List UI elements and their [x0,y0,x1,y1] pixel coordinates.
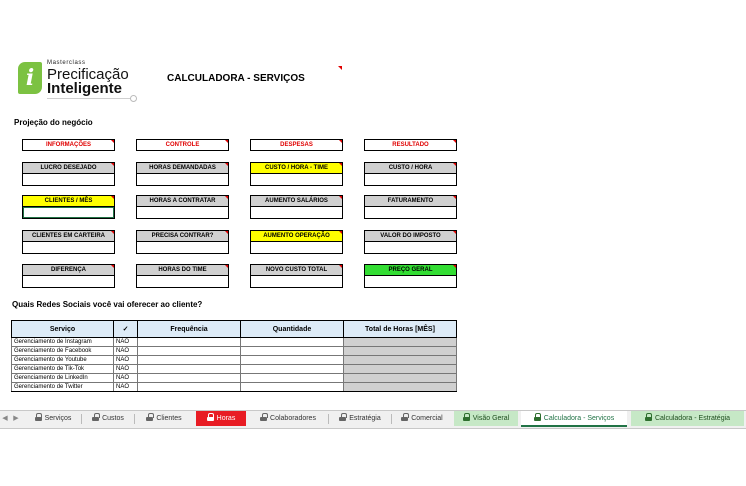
cell-horas-do-time[interactable] [136,264,229,288]
header-controle[interactable]: CONTROLE [136,139,229,151]
lock-icon [207,415,214,421]
cell-valor-do-imposto[interactable] [364,230,457,254]
lock-icon [146,415,153,421]
cell-value[interactable] [251,276,342,287]
service-name[interactable]: Gerenciamento de Instagram [12,338,114,347]
cell-faturamento[interactable] [364,195,457,219]
table-row [12,365,457,374]
service-name[interactable]: Gerenciamento de Facebook [12,347,114,356]
cell-diferenca[interactable] [22,264,115,288]
total-hours-cell[interactable] [344,374,457,383]
cell-aumento-operacao[interactable] [250,230,343,254]
cell-value[interactable] [251,174,342,185]
cell-value[interactable] [365,207,456,218]
cell-value[interactable] [137,242,228,253]
logo-masterclass-text: Masterclass [47,60,86,66]
frequency-cell[interactable] [138,356,241,365]
service-name[interactable]: Gerenciamento de LinkedIn [12,374,114,383]
logo-line2-text: Inteligente [47,80,123,97]
cell-value[interactable] [365,242,456,253]
service-check[interactable]: NÃO [114,365,138,374]
cell-label: LUCRO DESEJADO [23,163,114,174]
section-title-projection: Projeção do negócio [14,118,93,127]
cell-lucro-desejado[interactable] [22,162,115,186]
lock-icon [92,415,99,421]
cell-value[interactable] [23,174,114,185]
logo-mark: i [18,62,42,94]
quantity-cell[interactable] [241,365,344,374]
header-informacoes[interactable]: INFORMAÇÕES [22,139,115,151]
table-row [12,374,457,383]
cell-preco-geral[interactable] [364,264,457,288]
tab-colaboradores[interactable] [249,411,327,426]
tab-visao-geral[interactable] [454,411,518,426]
tab-label: Horas [216,415,236,422]
cell-label: DIFERENÇA [23,265,114,276]
cell-value[interactable] [23,207,114,218]
cell-value[interactable] [251,242,342,253]
service-check[interactable]: NÃO [114,338,138,347]
cell-label: PREÇO GERAL [365,265,456,276]
service-name[interactable]: Gerenciamento de Twitter [12,383,114,392]
tab-scroll-left-icon[interactable]: ◀ [2,415,8,422]
lock-icon [401,415,408,421]
col-header-check[interactable]: ✓ [114,321,138,338]
table-row [12,347,457,356]
service-check[interactable]: NÃO [114,383,138,392]
lock-icon [463,415,470,421]
col-header-total-horas[interactable]: Total de Horas [MÊS] [344,321,457,338]
lock-icon [645,415,652,421]
cell-value[interactable] [251,207,342,218]
tab-label: Calculadora - Estratégia [654,415,731,422]
cell-clientes-mes[interactable] [22,195,115,219]
section-title-social-networks: Quais Redes Sociais você vai oferecer ao cliente? [12,300,203,309]
cell-label: HORAS DEMANDADAS [137,163,228,174]
tab-label: Visão Geral [472,415,510,422]
logo-dot [130,95,137,102]
lock-icon [534,415,541,421]
quantity-cell[interactable] [241,383,344,392]
cell-aumento-salarios[interactable] [250,195,343,219]
col-header-frequencia[interactable]: Frequência [138,321,241,338]
cell-label: PRECISA CONTRAR? [137,231,228,242]
cell-label: AUMENTO SALÁRIOS [251,196,342,207]
cell-novo-custo-total[interactable] [250,264,343,288]
tab-clientes[interactable] [136,411,192,426]
tab-calculadora-servicos[interactable] [521,411,627,427]
cell-value[interactable] [23,276,114,287]
cell-value[interactable] [137,207,228,218]
table-row [12,356,457,365]
tab-label: Custos [102,415,124,422]
frequency-cell[interactable] [138,383,241,392]
frequency-cell[interactable] [138,374,241,383]
cell-value[interactable] [365,276,456,287]
lock-icon [35,415,42,421]
tab-comercial[interactable] [393,411,451,426]
table-row [12,338,457,347]
table-row [12,383,457,392]
quantity-cell[interactable] [241,356,344,365]
tab-label: Calculadora - Serviços [543,415,615,422]
col-header-servico[interactable]: Serviço [12,321,114,338]
cell-label: CUSTO / HORA [365,163,456,174]
frequency-cell[interactable] [138,365,241,374]
service-check[interactable]: NÃO [114,374,138,383]
cell-clientes-em-carteira[interactable] [22,230,115,254]
tab-calculadora-estrategia[interactable] [631,411,744,426]
service-name[interactable]: Gerenciamento de Youtube [12,356,114,365]
header-resultado[interactable]: RESULTADO [364,139,457,151]
total-hours-cell[interactable] [344,383,457,392]
lock-icon [339,415,346,421]
tab-label: Estratégia [349,415,381,422]
service-name[interactable]: Gerenciamento de Tik-Tok [12,365,114,374]
service-check[interactable]: NÃO [114,356,138,365]
total-hours-cell[interactable] [344,365,457,374]
service-check[interactable]: NÃO [114,347,138,356]
cell-label: HORAS DO TIME [137,265,228,276]
cell-value[interactable] [137,174,228,185]
header-despesas[interactable]: DESPESAS [250,139,343,151]
cell-label: HORAS A CONTRATAR [137,196,228,207]
cell-custo-hora[interactable] [364,162,457,186]
tab-horas[interactable] [196,411,246,426]
tab-servicos[interactable] [26,411,80,426]
frequency-cell[interactable] [138,347,241,356]
tab-estrategia[interactable] [330,411,390,426]
tab-scroll-right-icon[interactable]: ▶ [13,415,19,422]
quantity-cell[interactable] [241,374,344,383]
cell-horas-a-contratar[interactable] [136,195,229,219]
cell-label: AUMENTO OPERAÇÃO [251,231,342,242]
quantity-cell[interactable] [241,347,344,356]
cell-value[interactable] [23,242,114,253]
total-hours-cell[interactable] [344,356,457,365]
cell-value[interactable] [137,276,228,287]
cell-value[interactable] [365,174,456,185]
cell-label: CLIENTES / MÊS [23,196,114,207]
lock-icon [260,415,267,421]
tab-custos[interactable] [83,411,133,426]
tab-label: Colaboradores [270,415,316,422]
tab-label: Comercial [411,415,443,422]
total-hours-cell[interactable] [344,347,457,356]
cell-custo-hora-time[interactable] [250,162,343,186]
frequency-cell[interactable] [138,338,241,347]
tab-label: Serviços [44,415,72,422]
cell-label: CUSTO / HORA - TIME [251,163,342,174]
table-header-row [12,321,457,338]
cell-precisa-contratar[interactable] [136,230,229,254]
services-table [11,320,457,392]
cell-horas-demandadas[interactable] [136,162,229,186]
comment-indicator-icon[interactable] [338,66,342,70]
logo-line1-text: Precificação [47,66,129,83]
logo-underline [47,98,131,99]
cell-label: NOVO CUSTO TOTAL [251,265,342,276]
page-title: CALCULADORA - SERVIÇOS [167,73,305,84]
col-header-quantidade[interactable]: Quantidade [241,321,344,338]
cell-label: CLIENTES EM CARTEIRA [23,231,114,242]
total-hours-cell[interactable] [344,338,457,347]
cell-label: VALOR DO IMPOSTO [365,231,456,242]
tab-label: Clientes [156,415,182,422]
cell-label: FATURAMENTO [365,196,456,207]
quantity-cell[interactable] [241,338,344,347]
